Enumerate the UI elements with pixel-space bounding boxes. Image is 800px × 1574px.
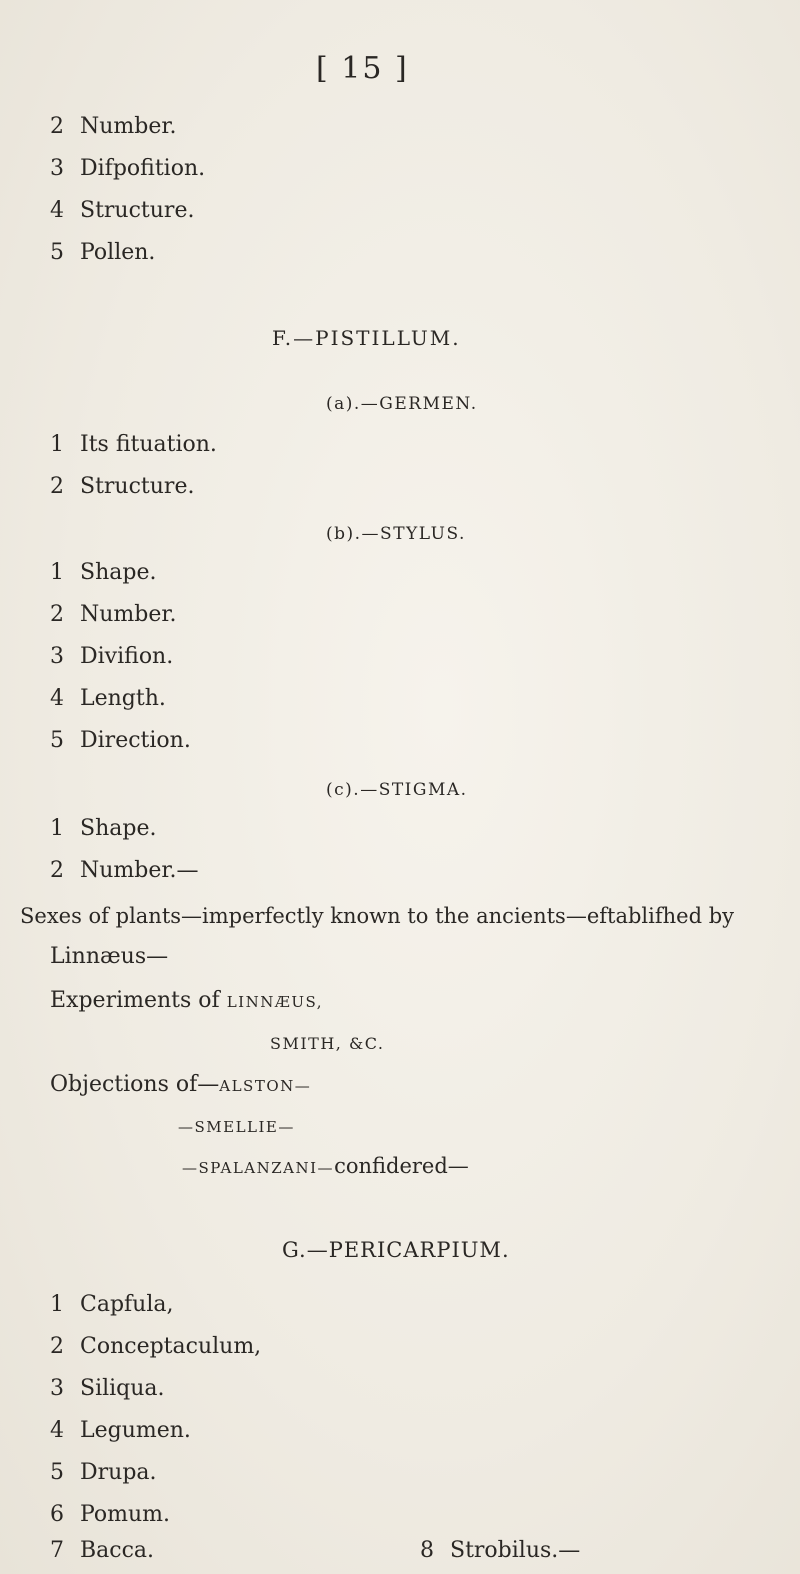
subheading-stylus: (b).—STYLUS. [326, 524, 466, 544]
list-item: 3 Difpofition. [50, 156, 206, 181]
list-item: 3 Divifion. [50, 644, 174, 669]
list-item: 1 Shape. [50, 560, 157, 585]
list-item: 5 Pollen. [50, 240, 156, 265]
list-item: 2 Structure. [50, 474, 195, 499]
paragraph-sexes-line1: Sexes of plants—imperfectly known to the ancients—eftablifhed by [20, 904, 735, 928]
subheading-germen: (a).—GERMEN. [326, 394, 478, 414]
list-item: 5 Drupa. [50, 1460, 157, 1485]
objections-line3: —SPALANZANI—confidered— [182, 1154, 469, 1178]
paragraph-sexes-line2: Linnæus— [50, 944, 169, 969]
list-item: 1 Capfula, [50, 1292, 174, 1317]
list-item: 8 Strobilus.— [420, 1538, 581, 1563]
objections-line2: —SMELLIE— [178, 1118, 295, 1136]
list-item: 6 Pomum. [50, 1502, 171, 1527]
list-item: 2 Conceptaculum, [50, 1334, 262, 1359]
list-item: 2 Number.— [50, 858, 199, 883]
page-number: [ 15 ] [316, 51, 409, 86]
list-item: 2 Number. [50, 114, 177, 139]
experiments-line: Experiments of LINNÆUS, [50, 988, 323, 1013]
list-item: 2 Number. [50, 602, 177, 627]
section-heading-pistillum: F.—PISTILLUM. [272, 326, 461, 350]
section-heading-pericarpium: G.—PERICARPIUM. [282, 1238, 510, 1262]
list-item: 4 Structure. [50, 198, 195, 223]
experiments-line2: SMITH, &C. [270, 1034, 385, 1053]
list-item: 7 Bacca. [50, 1538, 155, 1563]
objections-line: Objections of—ALSTON— [50, 1072, 312, 1097]
list-item: 4 Length. [50, 686, 166, 711]
list-item: 4 Legumen. [50, 1418, 191, 1443]
list-item: 3 Siliqua. [50, 1376, 165, 1401]
list-item: 5 Direction. [50, 728, 191, 753]
list-item: 1 Shape. [50, 816, 157, 841]
list-item: 1 Its fituation. [50, 432, 217, 457]
subheading-stigma: (c).—STIGMA. [326, 780, 468, 800]
